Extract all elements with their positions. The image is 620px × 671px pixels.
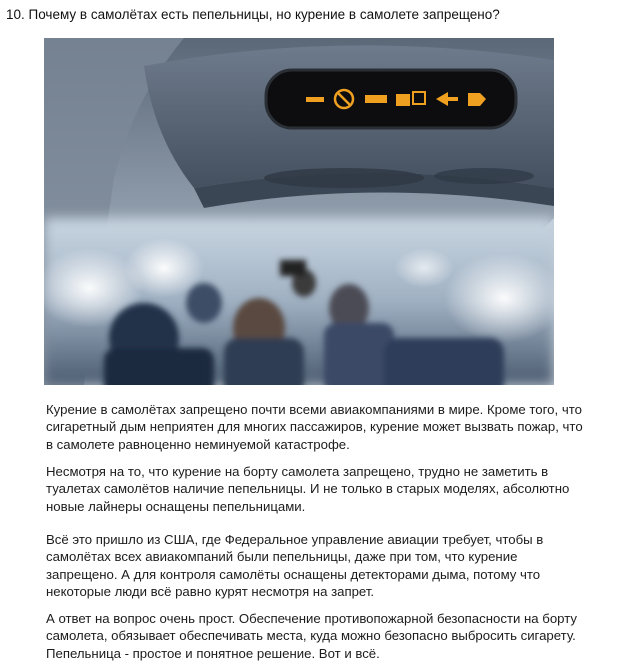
- cabin-photo: [44, 38, 554, 385]
- article-title: 10. Почему в самолётах есть пепельницы, но курение в самолете запрещено?: [6, 7, 500, 22]
- paragraph-3: Всё это пришло из США, где Федеральное управление авиации требует, чтобы в самолётах всех авиакомпаний были пепельницы, даже при том, что курение запрещено. А для контроля самолёты оснащены детекторами дыма, потому что некоторые люди всё равно курят несмотря на запрет.: [46, 532, 544, 600]
- paragraph-1: Курение в самолётах запрещено почти всеми авиакомпаниями в мире. Кроме того, что сигаретный дым неприятен для многих пассажиров, курение может вызвать пожар, что в самолете равноценно неминуемой катастрофе.: [46, 402, 583, 452]
- paragraph-4: А ответ на вопрос очень прост. Обеспечение противопожарной безопасности на борту самолета, обязывает обеспечивать места, куда можно безопасно выбросить сигарету. Пепельница - простое и понятное решение. Вот и всё.: [46, 611, 578, 661]
- paragraph-2: Несмотря на то, что курение на борту самолета запрещено, трудно не заметить в туалетах самолётов наличие пепельницы. И не только в старых моделях, абсолютно новые лайнеры оснащены пепельницами.: [46, 464, 570, 514]
